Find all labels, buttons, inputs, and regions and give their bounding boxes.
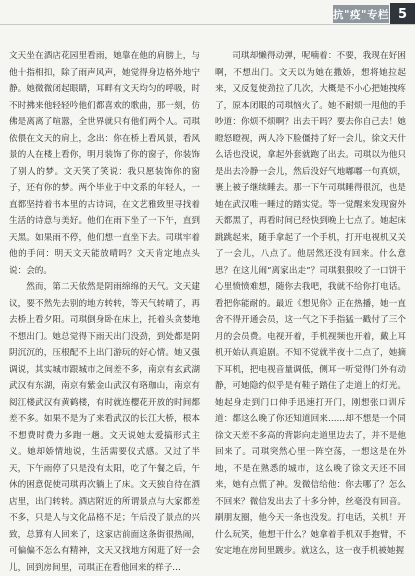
- right-column: [215, 48, 406, 564]
- paragraph: 然而，第二天依然是阴雨绵绵的天气。文天建议，要不然先去别的地方转转，等天气转晴了，再去桥上看夕阳。司琪倒身卧在床上，托着头贪婪地不想出门。她总觉得下雨天出门没劲，到处都是阴阴沉沉的，压根配不上出门游玩的好心情。她又强调说，其实城市跟城市之间差不多，南京有玄武湖武汉有东湖，南京有紫金山武汉有珞珈山，南京有阅江楼武汉有黄鹤楼，有时就连樱花开放的时间都差不多。如果不是为了来看武汉的长江大桥，根本不想费时费力多跑一趟。文天说她太爱搞形式主义。她却娇情地说，生活需要仪式感。又过了半天，下午雨停了只是没有太阳，吃了午餐之后，午休的困意促使司琪再次躺上了床。文天独自待在酒店里，出门转转。酒店附近的所谓景点与大家都差不多，只是人与文化品格不足；午后没了景点的兴致，总算有人回来了，这家店前面这条街很热闹，可偏偏不怎么有精神，文天又找地方闲逛了好一会儿，回到房间里，司琪正在看他回来的样子…: [9, 282, 200, 573]
- page-header: [0, 0, 415, 30]
- paragraph: 文天坐在酒店花园里看雨，她靠在他的肩膀上，与他十指相扣，除了雨声风声，她觉得身边格外地宁静。她微微闭起眼睛，耳畔有文天均匀的呼吸，时不时拂来他轻轻吟他们都喜欢的歌曲，那一刻，仿佛是离离了喧嚣，全世界就只有他们两个人。司琪依偎在文天的肩上，念出：你在桥上看风景，看风景的人在楼上看你，明月装饰了你的窗子，你装饰了别人的梦。文天笑了笑说：我只愿装饰你的窗子，还有你的梦。两个毕业于中文系的年轻人，一直都坚持着书本里的古诗词，在文艺雅致里寻找着生活的诗意与美好。他们在雨下坐了一下午，直到天黑。如果雨不停，他们想一直坐下去。司琪牢着他的手问：明天文天能放晴吗？文天肯定地点头说：会的。: [9, 51, 200, 276]
- header-rule: [0, 24, 415, 25]
- article-body: [9, 48, 406, 573]
- section-tag: 抗"疫"专栏: [333, 5, 389, 23]
- page-number: 5: [390, 3, 415, 25]
- left-column: [9, 48, 200, 573]
- paragraph: 司琪却懒得动弹，呢喃着：不要，我现在好困啊，不想出门。文天以为她在撒娇，想将她拉起来，又反复使劲拉了几次，大概是不小心把她拽疼了，原本闭眼的司琪恼火了。她不耐烦一甩他的手吵道：你烦不烦啊？出去干吗？要去你自己去！她瞪怒瞪视，两人冷下脸僵持了好一会儿，徐文天什么话也没说，拿起外套就跑了出去。司琪以为他只是出去冷静一会儿，然后没好气地嘟嘟一句真烦，裹上被子继续睡去。那一下午司琪睡得很沉，也是她在武汉唯一睡过的踏实觉。等一觉醒来发现窗外天都黑了，再看时间已经快到晚上七点了。她起床跳跳起来，随手拿起了一个手机，打开电视机又关了一会儿，八点了。他居然还没有回来。什么意思？在这儿闹“离家出走”？司琪狠狠咬了一口饼干心里愤愤难想，随你去我吧，我就不给你打电话。看把你能耐的。最近《想见你》正在热播，她一直舍不得开通会员，这一气之下手指猛一戳付了三个月的会员费。电视开着，手机视频也开着，戴上耳机开始认真追剧。不知不觉就半夜十二点了，她摘下耳机，把电视音量调低，侧耳一听觉得门外有动静，可她隐约似乎是有鞋子踏住了走道上的灯光。她起身走到门口伸手迅速打开门，刚想张口训斥道：都这么晚了你还知道回来……却不想是一个同徐文天差不多高的背影向走道里边去了，并不是他回来了。司琪突然心里一阵空荡，一想这是在外地，不是在熟悉的城市，这么晚了徐文天还不回来，她有点慌了神。发微信给他：你去哪了？怎么不回来？微信发出去了十多分钟，丝毫没有回音。刷朋友圈，他今天一条也没发。打电话，关机！开什么玩笑，他想干什么？她拿着手机双手抱臂，不安定地在房间里踱步。就这么，这一夜手机被她握: [215, 51, 406, 556]
